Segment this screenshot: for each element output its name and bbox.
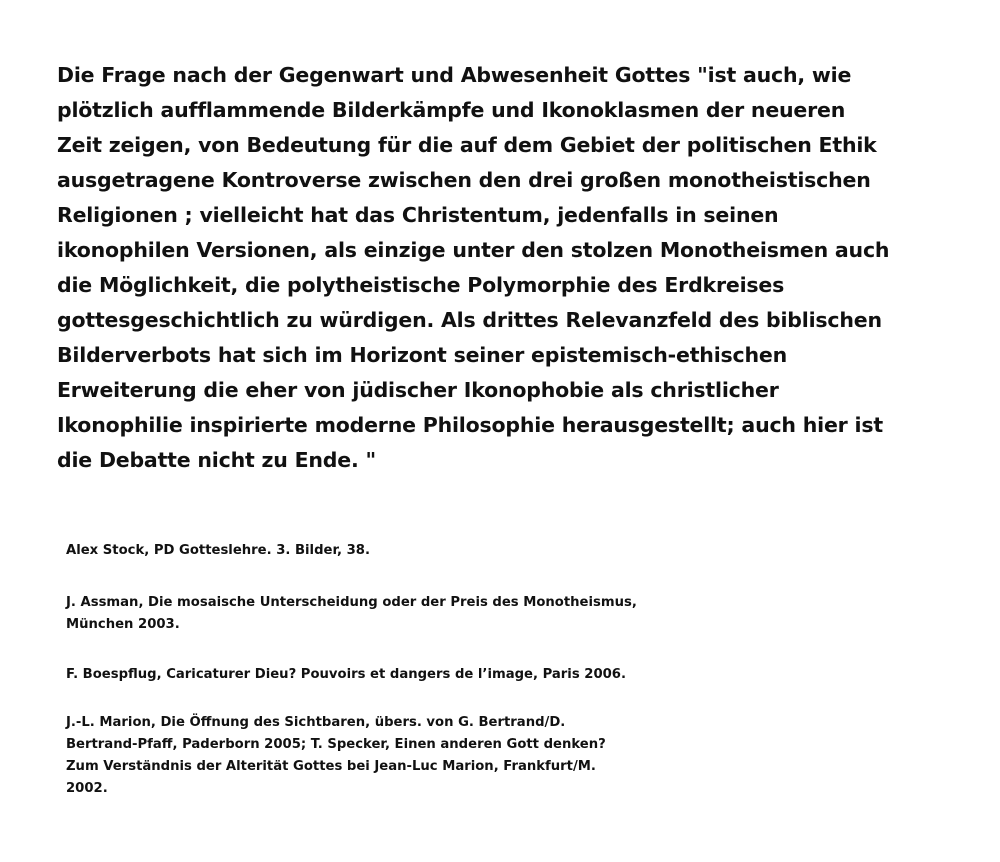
quote-line: ikonophilen Versionen, als einzige unter den stolzen Monotheismen auch xyxy=(57,238,890,262)
reference-line: F. Boespflug, Caricaturer Dieu? Pouvoirs et dangers de l’image, Paris 2006. xyxy=(66,667,626,682)
reference-line: 2002. xyxy=(66,781,108,796)
reference-marion xyxy=(66,712,606,800)
quote-line: die Debatte nicht zu Ende. " xyxy=(57,448,376,472)
quote-line: Bilderverbots hat sich im Horizont seiner epistemisch-ethischen xyxy=(57,343,787,367)
quote-line: Zeit zeigen, von Bedeutung für die auf dem Gebiet der politischen Ethik xyxy=(57,133,877,157)
quote-line: ausgetragene Kontroverse zwischen den drei großen monotheistischen xyxy=(57,168,871,192)
quote-line: Ikonophilie inspirierte moderne Philosophie herausgestellt; auch hier ist xyxy=(57,413,883,437)
reference-line: München 2003. xyxy=(66,617,180,632)
reference-boespflug xyxy=(66,664,626,686)
quote-line: Die Frage nach der Gegenwart und Abwesenheit Gottes "ist auch, wie xyxy=(57,63,852,87)
quote-line: plötzlich aufflammende Bilderkämpfe und Ikonoklasmen der neueren xyxy=(57,98,846,122)
quote-line: Erweiterung die eher von jüdischer Ikonophobie als christlicher xyxy=(57,378,779,402)
reference-line: Alex Stock, PD Gotteslehre. 3. Bilder, 38. xyxy=(66,543,370,558)
reference-line: J. Assman, Die mosaische Unterscheidung oder der Preis des Monotheismus, xyxy=(66,595,637,610)
quote-line: Religionen ; vielleicht hat das Christentum, jedenfalls in seinen xyxy=(57,203,779,227)
reference-line: Bertrand-Pfaff, Paderborn 2005; T. Specker, Einen anderen Gott denken? xyxy=(66,737,606,752)
reference-stock xyxy=(66,540,370,562)
quote-paragraph xyxy=(57,58,917,478)
reference-line: J.-L. Marion, Die Öffnung des Sichtbaren, übers. von G. Bertrand/D. xyxy=(66,715,566,730)
quote-line: die Möglichkeit, die polytheistische Polymorphie des Erdkreises xyxy=(57,273,785,297)
reference-assman xyxy=(66,592,637,636)
quote-line: gottesgeschichtlich zu würdigen. Als drittes Relevanzfeld des biblischen xyxy=(57,308,882,332)
reference-line: Zum Verständnis der Alterität Gottes bei Jean-Luc Marion, Frankfurt/M. xyxy=(66,759,596,774)
